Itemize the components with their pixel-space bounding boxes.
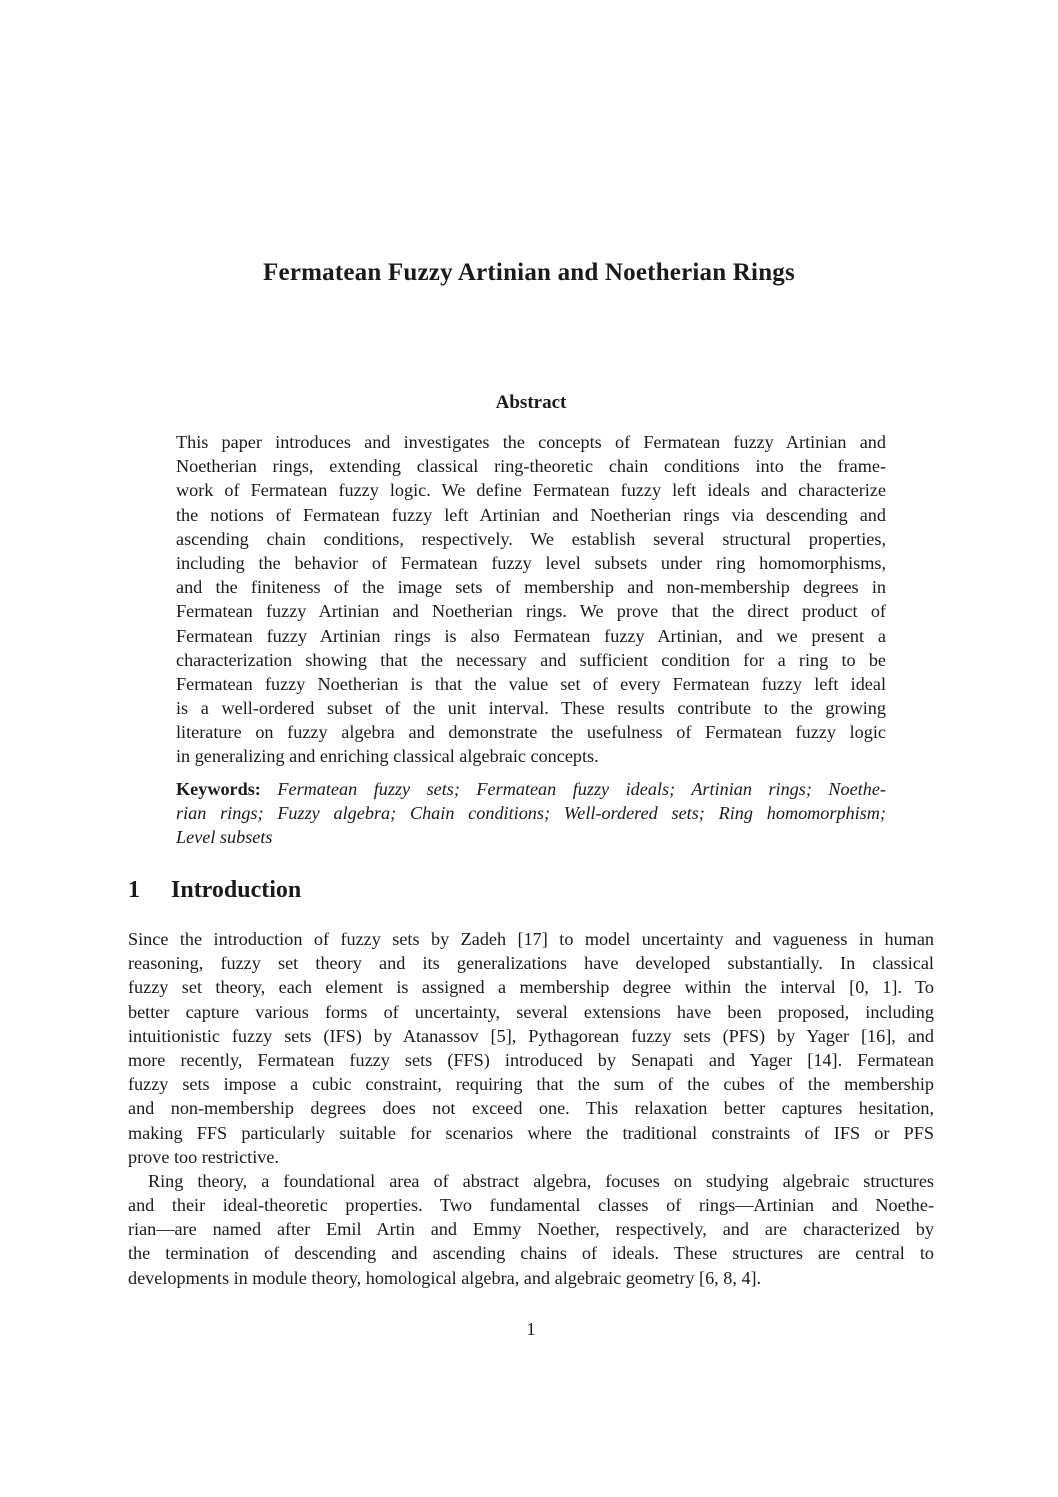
abstract-line: This paper introduces and investigates the concepts of Fermatean fuzzy Artinian and (176, 432, 886, 452)
section-heading-introduction (128, 877, 301, 904)
intro-line: and their ideal-theoretic properties. Two fundamental classes of rings—Artinian and Noethe- (128, 1195, 934, 1216)
abstract-line: is a well-ordered subset of the unit interval. These results contribute to the growing (176, 698, 886, 719)
keywords-text: Fermatean fuzzy sets; Fermatean fuzzy ideals; Artinian rings; Noethe- (277, 778, 886, 799)
keywords-line (176, 777, 886, 801)
abstract-line: characterization showing that the necessary and sufficient condition for a ring to be (176, 649, 886, 670)
abstract-line: Fermatean fuzzy Noetherian is that the value set of every Fermatean fuzzy left ideal (176, 673, 886, 694)
page-number: 1 (526, 1319, 536, 1339)
abstract-line: Fermatean fuzzy Artinian and Noetherian rings. We prove that the direct product of (176, 601, 886, 622)
intro-line: better capture various forms of uncertainty, several extensions have been proposed, including (128, 1001, 934, 1022)
intro-line: intuitionistic fuzzy sets (IFS) by Atanassov [5], Pythagorean fuzzy sets (PFS) by Yager [16], and (128, 1025, 934, 1046)
abstract-heading: Abstract (495, 392, 567, 413)
intro-line: the termination of descending and ascending chains of ideals. These structures are central to (128, 1243, 934, 1264)
intro-line: fuzzy sets impose a cubic constraint, requiring that the sum of the cubes of the membership (128, 1074, 934, 1095)
section-number: 1 (128, 877, 140, 903)
keywords (176, 777, 886, 850)
intro-paragraph-1 (128, 927, 934, 1169)
abstract-line: the notions of Fermatean fuzzy left Artinian and Noetherian rings via descending and (176, 504, 886, 525)
abstract-line: ascending chain conditions, respectively. We establish several structural properties, (176, 528, 886, 549)
intro-line: fuzzy set theory, each element is assigned a membership degree within the interval [0, 1]. To (128, 977, 934, 998)
abstract-line: Fermatean fuzzy Artinian rings is also Fermatean fuzzy Artinian, and we present a (176, 625, 886, 646)
intro-line: Since the introduction of fuzzy sets by Zadeh [17] to model uncertainty and vagueness in human (128, 929, 934, 949)
intro-line: reasoning, fuzzy set theory and its generalizations have developed substantially. In classical (128, 953, 934, 974)
intro-line: prove too restrictive. (128, 1146, 280, 1167)
intro-line: and non-membership degrees does not exceed one. This relaxation better captures hesitation, (128, 1098, 934, 1119)
intro-paragraph-2 (128, 1169, 934, 1290)
abstract-line: and the finiteness of the image sets of membership and non-membership degrees in (176, 577, 886, 598)
abstract-line: including the behavior of Fermatean fuzzy level subsets under ring homomorphisms, (176, 552, 886, 573)
intro-line: Ring theory, a foundational area of abstract algebra, focuses on studying algebraic structures (148, 1170, 934, 1191)
intro-line: making FFS particularly suitable for scenarios where the traditional constraints of IFS or PFS (128, 1122, 934, 1143)
abstract-line: work of Fermatean fuzzy logic. We define Fermatean fuzzy left ideals and characterize (176, 480, 886, 501)
intro-line: developments in module theory, homological algebra, and algebraic geometry [6, 8, 4]. (128, 1267, 762, 1288)
keywords-line: rian rings; Fuzzy algebra; Chain conditions; Well-ordered sets; Ring homomorphism; (176, 802, 886, 823)
introduction-body (128, 927, 934, 1290)
section-title: Introduction (171, 877, 302, 903)
abstract-line: literature on fuzzy algebra and demonstrate the usefulness of Fermatean fuzzy logic (176, 722, 886, 743)
keywords-line: Level subsets (176, 827, 273, 847)
intro-line: more recently, Fermatean fuzzy sets (FFS) introduced by Senapati and Yager [14]. Fermatean (128, 1049, 934, 1070)
intro-line: rian—are named after Emil Artin and Emmy Noether, respectively, and are characterized by (128, 1219, 934, 1240)
abstract-line: in generalizing and enriching classical algebraic concepts. (176, 746, 599, 767)
abstract-body (176, 430, 886, 849)
paper-title: Fermatean Fuzzy Artinian and Noetherian Rings (263, 259, 795, 286)
abstract-line: Noetherian rings, extending classical ring-theoretic chain conditions into the frame- (176, 456, 886, 477)
keywords-label: Keywords: (176, 778, 261, 799)
